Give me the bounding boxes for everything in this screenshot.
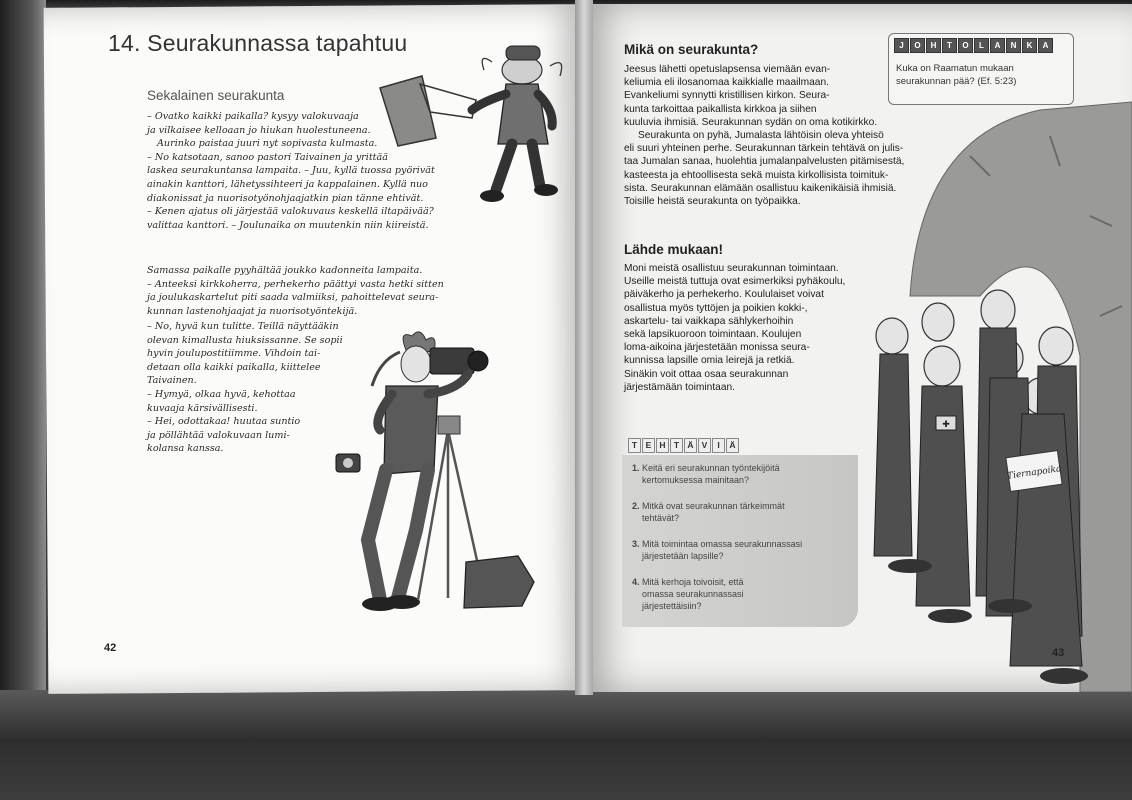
intro-question bbox=[896, 62, 1016, 88]
task-item bbox=[632, 538, 803, 562]
text-line: sista. Seurakunnan elämään osallistuu kaikenikäisiä ihmisiä. bbox=[624, 182, 897, 194]
tasks-badge-letter: Ä bbox=[684, 438, 697, 453]
story-line: – No, hyvä kun tulitte. Teillä näyttääkin bbox=[147, 321, 339, 332]
scan-shadow-left bbox=[0, 0, 46, 700]
story-line: kolansa kanssa. bbox=[147, 443, 224, 455]
task-item bbox=[632, 462, 780, 486]
story-line: hyvin joulupostitiimme. Vihdoin tai- bbox=[147, 348, 321, 360]
tasks-badge-letter: I bbox=[712, 438, 725, 453]
story-line: ja joulukaskartelut piti saada valmiiksi, pahoittelevat seura- bbox=[147, 292, 439, 304]
story-line: kuvaaja kärsivällisesti. bbox=[147, 402, 258, 414]
tasks-badge-letter: T bbox=[628, 438, 641, 453]
tasks-badge-letter: T bbox=[670, 438, 683, 453]
badge-letter: O bbox=[910, 38, 925, 53]
task-line: Keitä eri seurakunnan työntekijöitä bbox=[642, 463, 780, 473]
story-line: ja vilkaisee kelloaan jo hiukan huolestuneena. bbox=[147, 124, 371, 136]
book-gutter bbox=[575, 0, 593, 695]
story-line: Samassa paikalle pyyhältää joukko kadonneita lampaita. bbox=[147, 265, 423, 276]
badge-letter: N bbox=[1006, 38, 1021, 53]
story-subtitle: Sekalainen seurakunta bbox=[147, 88, 285, 103]
text-line: askartelu- tai vaikkapa sählykerhoihin bbox=[624, 315, 794, 327]
sign-text: Tiernapoika bbox=[1006, 464, 1062, 482]
text-line: keliumia eli ilosanomaa kaikkialle maailmaan. bbox=[624, 77, 829, 89]
text-line: Moni meistä osallistuu seurakunnan toimintaan. bbox=[624, 263, 839, 274]
story-line: valittaa kanttori. – Joulunaika on muutenkin niin kiireistä. bbox=[147, 219, 429, 231]
tasks-badge bbox=[628, 438, 739, 453]
paragraph-intro bbox=[624, 63, 877, 129]
task-item bbox=[632, 576, 744, 612]
story-line: Taivainen. bbox=[147, 375, 197, 387]
badge-letter: L bbox=[974, 38, 989, 53]
text-line: kasteesta ja ehtoollisesta sekä muista kirkollisista toimituk- bbox=[624, 169, 889, 181]
svg-text:✚: ✚ bbox=[942, 420, 950, 430]
badge-letter: H bbox=[926, 38, 941, 53]
story-line: olevan kimallusta hiuksissanne. Se sopii bbox=[147, 334, 343, 346]
story-line: diakonissat ja nuorisotyönohjaajatkin pian tänne ehtivät. bbox=[147, 192, 424, 204]
badge-letter: K bbox=[1022, 38, 1037, 53]
page-number-left: 42 bbox=[104, 642, 117, 654]
story-line: detaan olla kaikki paikalla, kiittelee bbox=[147, 361, 321, 373]
task-line: Mitä kerhoja toivoisit, että bbox=[642, 577, 744, 587]
tasks-badge-letter: V bbox=[698, 438, 711, 453]
task-line: Mitkä ovat seurakunnan tärkeimmät bbox=[642, 501, 785, 511]
task-number: 1. bbox=[632, 463, 640, 473]
task-line: omassa seurakunnassasi bbox=[642, 589, 744, 599]
heading-what-is-congregation: Mikä on seurakunta? bbox=[624, 42, 759, 57]
text-line: seurakunnan pää? (Ef. 5:23) bbox=[896, 76, 1017, 87]
scanner-bed-bottom bbox=[0, 690, 1132, 800]
text-line: Jeesus lähetti opetuslapsensa viemään evan- bbox=[624, 64, 831, 75]
text-line: kunnissa lapsille omia leirejä ja retkiä. bbox=[624, 355, 795, 367]
badge-letter: J bbox=[894, 38, 909, 53]
task-number: 4. bbox=[632, 577, 640, 587]
task-line: järjestettäisiin? bbox=[642, 601, 702, 611]
story-line: ja pöllähtää valokuvaan lumi- bbox=[147, 429, 290, 441]
badge-letter: T bbox=[942, 38, 957, 53]
story-line: laskea seurakuntansa lampaita. – Juu, kyllä tuossa pyörivät bbox=[147, 165, 435, 177]
text-line: eli suuri yhteinen perhe. Seurakunnan tärkein tehtävä on julis- bbox=[624, 143, 904, 155]
tasks-badge-letter: E bbox=[642, 438, 655, 453]
badge-letter: A bbox=[990, 38, 1005, 53]
text-line: Useille meistä tuttuja ovat esimerkiksi pyhäkoulu, bbox=[624, 276, 846, 288]
story-line: Aurinko paistaa juuri nyt sopivasta kulmasta. bbox=[157, 138, 378, 150]
photographer-illustration bbox=[288, 330, 538, 620]
badge-letter: A bbox=[1038, 38, 1053, 53]
task-item bbox=[632, 500, 785, 524]
text-line: kuuluvia ihmisiä. Seurakunnan sydän on oma kotikirkko. bbox=[624, 116, 878, 128]
task-line: kertomuksessa mainitaan? bbox=[642, 475, 750, 485]
paragraph-join-in bbox=[624, 262, 845, 394]
text-line: Evankeliumi synnytti kristillisen kirkon. Seura- bbox=[624, 90, 830, 102]
badge-letter: O bbox=[958, 38, 973, 53]
text-line: taa Jumalan sanaa, huolehtia jumalanpalvelusten pitämisestä, bbox=[624, 156, 905, 168]
story-line: – Hymyä, olkaa hyvä, kehottaa bbox=[147, 388, 296, 400]
story-line: kunnan lastenohjaajat ja nuorisotyöntekijä. bbox=[147, 305, 358, 317]
story-paragraph-2 bbox=[147, 264, 444, 318]
story-line: – Ovatko kaikki paikalla? kysyy valokuvaaja bbox=[147, 111, 359, 122]
tasks-badge-letter: Ä bbox=[726, 438, 739, 453]
text-line: kunta tarkoittaa paikallista kirkkoa ja siihen bbox=[624, 103, 817, 115]
text-line: järjestämään toimintaan. bbox=[624, 381, 735, 393]
text-line: Sinäkin voit ottaa osaa seurakunnan bbox=[624, 368, 789, 380]
page-number-right: 43 bbox=[1052, 647, 1065, 659]
task-number: 3. bbox=[632, 539, 640, 549]
heading-join-in: Lähde mukaan! bbox=[624, 242, 724, 257]
intro-badge bbox=[894, 38, 1053, 53]
text-line: osallistua myös tyttöjen ja poikien kokki-, bbox=[624, 302, 808, 314]
story-line: – Hei, odottakaa! huutaa suntio bbox=[147, 416, 301, 428]
story-line: – Anteeksi kirkkoherra, perhekerho päättyi vasta hetki sitten bbox=[147, 278, 444, 290]
congregation-group-illustration bbox=[850, 96, 1132, 692]
story-line: – Kenen ajatus oli järjestää valokuvaus keskellä iltapäivää? bbox=[147, 206, 434, 218]
task-line: Mitä toimintaa omassa seurakunnassasi bbox=[642, 539, 803, 549]
text-line: Kuka on Raamatun mukaan bbox=[896, 63, 1014, 74]
task-line: järjestetään lapsille? bbox=[642, 551, 724, 561]
story-line: ainakin kanttori, lähetyssihteeri ja kappalainen. Kyllä nuo bbox=[147, 178, 428, 190]
text-line: loma-aikoina järjestetään monissa seura- bbox=[624, 342, 810, 354]
sexton-shovel-illustration bbox=[372, 40, 572, 210]
chapter-title: 14. Seurakunnassa tapahtuu bbox=[108, 30, 408, 56]
text-line: päiväkerho ja perhekerho. Koululaiset voivat bbox=[624, 289, 824, 301]
text-line: Toisille heistä seurakunta on työpaikka. bbox=[624, 196, 801, 208]
story-line: – No katsotaan, sanoo pastori Taivainen ja yrittää bbox=[147, 151, 388, 163]
tasks-badge-letter: H bbox=[656, 438, 669, 453]
text-line: Seurakunta on pyhä, Jumalasta lähtöisin oleva yhteisö bbox=[638, 130, 884, 141]
task-line: tehtävät? bbox=[642, 513, 680, 523]
task-number: 2. bbox=[632, 501, 640, 511]
text-line: sekä lapsikuoroon toimintaan. Koulujen bbox=[624, 329, 802, 341]
